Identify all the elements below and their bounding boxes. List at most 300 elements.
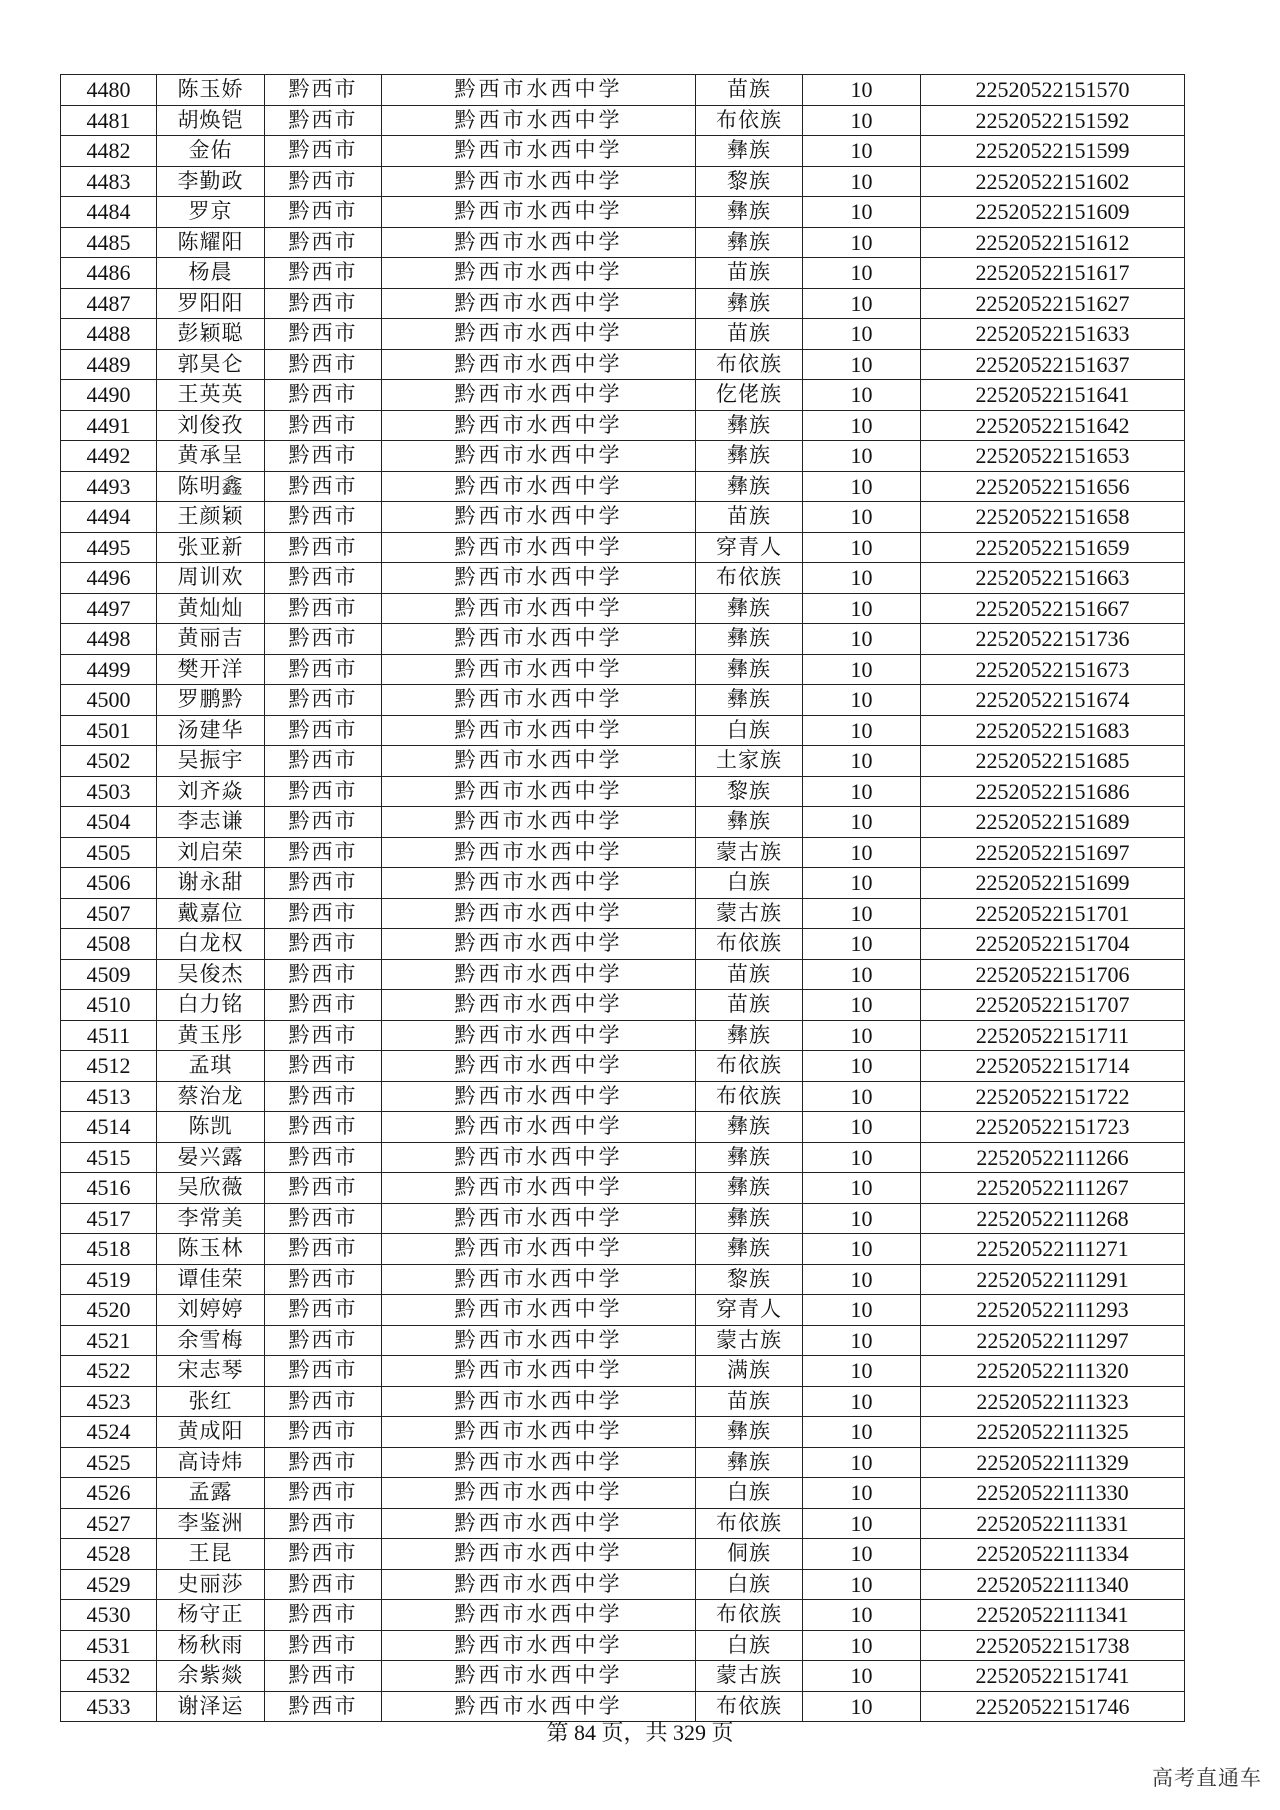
cell-name: 白龙权 — [157, 929, 265, 960]
table-row — [61, 319, 1185, 350]
table-row — [61, 1051, 1185, 1082]
cell-school: 黔西市水西中学 — [382, 1539, 696, 1570]
cell-seq: 4520 — [61, 1295, 157, 1326]
cell-school: 黔西市水西中学 — [382, 593, 696, 624]
cell-name: 罗鹏黔 — [157, 685, 265, 716]
cell-name: 黄成阳 — [157, 1417, 265, 1448]
cell-seq: 4500 — [61, 685, 157, 716]
table-row — [61, 1142, 1185, 1173]
cell-grade: 10 — [803, 197, 921, 228]
cell-grade: 10 — [803, 837, 921, 868]
cell-ethnicity: 彝族 — [696, 197, 803, 228]
cell-seq: 4505 — [61, 837, 157, 868]
cell-school: 黔西市水西中学 — [382, 1020, 696, 1051]
cell-grade: 10 — [803, 105, 921, 136]
cell-exam-id: 22520522151602 — [921, 166, 1185, 197]
cell-ethnicity: 土家族 — [696, 746, 803, 777]
cell-seq: 4486 — [61, 258, 157, 289]
cell-school: 黔西市水西中学 — [382, 380, 696, 411]
cell-exam-id: 22520522151667 — [921, 593, 1185, 624]
cell-name: 黄灿灿 — [157, 593, 265, 624]
cell-seq: 4529 — [61, 1569, 157, 1600]
cell-exam-id: 22520522151706 — [921, 959, 1185, 990]
cell-city: 黔西市 — [265, 685, 382, 716]
cell-seq: 4481 — [61, 105, 157, 136]
cell-school: 黔西市水西中学 — [382, 1630, 696, 1661]
cell-ethnicity: 彝族 — [696, 593, 803, 624]
cell-ethnicity: 白族 — [696, 868, 803, 899]
cell-grade: 10 — [803, 654, 921, 685]
cell-name: 樊开洋 — [157, 654, 265, 685]
cell-grade: 10 — [803, 1508, 921, 1539]
cell-exam-id: 22520522151570 — [921, 75, 1185, 106]
cell-name: 王英英 — [157, 380, 265, 411]
cell-grade: 10 — [803, 1142, 921, 1173]
cell-exam-id: 22520522151609 — [921, 197, 1185, 228]
cell-grade: 10 — [803, 410, 921, 441]
cell-city: 黔西市 — [265, 776, 382, 807]
cell-school: 黔西市水西中学 — [382, 105, 696, 136]
cell-exam-id: 22520522151642 — [921, 410, 1185, 441]
table-row — [61, 288, 1185, 319]
cell-city: 黔西市 — [265, 1264, 382, 1295]
cell-ethnicity: 仡佬族 — [696, 380, 803, 411]
cell-grade: 10 — [803, 227, 921, 258]
cell-ethnicity: 白族 — [696, 1478, 803, 1509]
cell-city: 黔西市 — [265, 1203, 382, 1234]
cell-school: 黔西市水西中学 — [382, 624, 696, 655]
cell-grade: 10 — [803, 441, 921, 472]
cell-name: 谭佳荣 — [157, 1264, 265, 1295]
cell-grade: 10 — [803, 593, 921, 624]
cell-grade: 10 — [803, 1691, 921, 1722]
cell-exam-id: 22520522151686 — [921, 776, 1185, 807]
cell-exam-id: 22520522111266 — [921, 1142, 1185, 1173]
cell-seq: 4519 — [61, 1264, 157, 1295]
cell-seq: 4513 — [61, 1081, 157, 1112]
table-row — [61, 1478, 1185, 1509]
cell-city: 黔西市 — [265, 929, 382, 960]
cell-grade: 10 — [803, 624, 921, 655]
cell-city: 黔西市 — [265, 288, 382, 319]
cell-seq: 4533 — [61, 1691, 157, 1722]
cell-exam-id: 22520522151736 — [921, 624, 1185, 655]
cell-grade: 10 — [803, 1569, 921, 1600]
cell-name: 杨守正 — [157, 1600, 265, 1631]
cell-city: 黔西市 — [265, 898, 382, 929]
cell-exam-id: 22520522151741 — [921, 1661, 1185, 1692]
cell-grade: 10 — [803, 685, 921, 716]
cell-school: 黔西市水西中学 — [382, 1417, 696, 1448]
cell-city: 黔西市 — [265, 746, 382, 777]
cell-school: 黔西市水西中学 — [382, 1325, 696, 1356]
cell-ethnicity: 彝族 — [696, 441, 803, 472]
cell-name: 陈凯 — [157, 1112, 265, 1143]
cell-ethnicity: 彝族 — [696, 1234, 803, 1265]
cell-name: 罗阳阳 — [157, 288, 265, 319]
cell-grade: 10 — [803, 1630, 921, 1661]
cell-name: 李志谦 — [157, 807, 265, 838]
cell-exam-id: 22520522111323 — [921, 1386, 1185, 1417]
cell-ethnicity: 布依族 — [696, 105, 803, 136]
cell-exam-id: 22520522111271 — [921, 1234, 1185, 1265]
cell-seq: 4509 — [61, 959, 157, 990]
cell-school: 黔西市水西中学 — [382, 166, 696, 197]
cell-school: 黔西市水西中学 — [382, 1447, 696, 1478]
cell-seq: 4496 — [61, 563, 157, 594]
cell-grade: 10 — [803, 502, 921, 533]
cell-grade: 10 — [803, 1356, 921, 1387]
cell-grade: 10 — [803, 746, 921, 777]
cell-exam-id: 22520522111330 — [921, 1478, 1185, 1509]
cell-school: 黔西市水西中学 — [382, 746, 696, 777]
cell-name: 张红 — [157, 1386, 265, 1417]
cell-seq: 4503 — [61, 776, 157, 807]
cell-seq: 4510 — [61, 990, 157, 1021]
cell-city: 黔西市 — [265, 837, 382, 868]
cell-ethnicity: 彝族 — [696, 1020, 803, 1051]
page-number: 第 84 页，共 329 页 — [546, 1720, 734, 1745]
table-row — [61, 105, 1185, 136]
table-row — [61, 1356, 1185, 1387]
cell-city: 黔西市 — [265, 227, 382, 258]
cell-school: 黔西市水西中学 — [382, 1173, 696, 1204]
cell-seq: 4480 — [61, 75, 157, 106]
cell-ethnicity: 彝族 — [696, 685, 803, 716]
cell-city: 黔西市 — [265, 75, 382, 106]
cell-exam-id: 22520522111341 — [921, 1600, 1185, 1631]
cell-school: 黔西市水西中学 — [382, 1142, 696, 1173]
cell-school: 黔西市水西中学 — [382, 1112, 696, 1143]
cell-grade: 10 — [803, 1447, 921, 1478]
cell-seq: 4522 — [61, 1356, 157, 1387]
table-row — [61, 654, 1185, 685]
cell-name: 刘俊孜 — [157, 410, 265, 441]
cell-grade: 10 — [803, 1173, 921, 1204]
cell-ethnicity: 蒙古族 — [696, 837, 803, 868]
table-row — [61, 624, 1185, 655]
cell-school: 黔西市水西中学 — [382, 1478, 696, 1509]
cell-city: 黔西市 — [265, 380, 382, 411]
cell-seq: 4526 — [61, 1478, 157, 1509]
cell-exam-id: 22520522151697 — [921, 837, 1185, 868]
cell-exam-id: 22520522111268 — [921, 1203, 1185, 1234]
cell-name: 汤建华 — [157, 715, 265, 746]
cell-city: 黔西市 — [265, 441, 382, 472]
cell-school: 黔西市水西中学 — [382, 685, 696, 716]
cell-grade: 10 — [803, 532, 921, 563]
cell-city: 黔西市 — [265, 807, 382, 838]
cell-grade: 10 — [803, 1020, 921, 1051]
cell-seq: 4507 — [61, 898, 157, 929]
cell-city: 黔西市 — [265, 1173, 382, 1204]
table-row — [61, 1264, 1185, 1295]
cell-name: 李鉴洲 — [157, 1508, 265, 1539]
cell-grade: 10 — [803, 75, 921, 106]
cell-grade: 10 — [803, 136, 921, 167]
cell-school: 黔西市水西中学 — [382, 1234, 696, 1265]
cell-exam-id: 22520522111291 — [921, 1264, 1185, 1295]
cell-ethnicity: 彝族 — [696, 1447, 803, 1478]
cell-ethnicity: 苗族 — [696, 990, 803, 1021]
cell-city: 黔西市 — [265, 1386, 382, 1417]
cell-ethnicity: 布依族 — [696, 1691, 803, 1722]
table-row — [61, 166, 1185, 197]
cell-grade: 10 — [803, 1081, 921, 1112]
cell-name: 戴嘉位 — [157, 898, 265, 929]
cell-grade: 10 — [803, 1112, 921, 1143]
cell-school: 黔西市水西中学 — [382, 807, 696, 838]
cell-grade: 10 — [803, 1264, 921, 1295]
table-row — [61, 1600, 1185, 1631]
cell-school: 黔西市水西中学 — [382, 654, 696, 685]
cell-city: 黔西市 — [265, 1569, 382, 1600]
cell-ethnicity: 布依族 — [696, 349, 803, 380]
cell-seq: 4532 — [61, 1661, 157, 1692]
cell-name: 吴欣薇 — [157, 1173, 265, 1204]
cell-city: 黔西市 — [265, 1447, 382, 1478]
cell-ethnicity: 苗族 — [696, 319, 803, 350]
cell-school: 黔西市水西中学 — [382, 471, 696, 502]
table-row — [61, 868, 1185, 899]
cell-name: 李勤政 — [157, 166, 265, 197]
cell-grade: 10 — [803, 807, 921, 838]
cell-grade: 10 — [803, 990, 921, 1021]
cell-school: 黔西市水西中学 — [382, 410, 696, 441]
cell-grade: 10 — [803, 1661, 921, 1692]
cell-grade: 10 — [803, 349, 921, 380]
cell-city: 黔西市 — [265, 1112, 382, 1143]
cell-exam-id: 22520522151656 — [921, 471, 1185, 502]
cell-ethnicity: 苗族 — [696, 75, 803, 106]
cell-grade: 10 — [803, 1386, 921, 1417]
cell-school: 黔西市水西中学 — [382, 837, 696, 868]
cell-seq: 4517 — [61, 1203, 157, 1234]
cell-name: 晏兴露 — [157, 1142, 265, 1173]
cell-seq: 4530 — [61, 1600, 157, 1631]
cell-seq: 4506 — [61, 868, 157, 899]
roster-table-container — [60, 74, 1184, 1722]
cell-name: 黄玉彤 — [157, 1020, 265, 1051]
cell-grade: 10 — [803, 1478, 921, 1509]
cell-ethnicity: 彝族 — [696, 136, 803, 167]
cell-seq: 4489 — [61, 349, 157, 380]
cell-name: 罗京 — [157, 197, 265, 228]
cell-city: 黔西市 — [265, 959, 382, 990]
cell-ethnicity: 彝族 — [696, 1417, 803, 1448]
cell-school: 黔西市水西中学 — [382, 898, 696, 929]
table-row — [61, 1661, 1185, 1692]
cell-city: 黔西市 — [265, 1325, 382, 1356]
cell-grade: 10 — [803, 1234, 921, 1265]
cell-name: 黄丽吉 — [157, 624, 265, 655]
cell-seq: 4516 — [61, 1173, 157, 1204]
cell-seq: 4504 — [61, 807, 157, 838]
table-row — [61, 1630, 1185, 1661]
cell-name: 谢永甜 — [157, 868, 265, 899]
cell-exam-id: 22520522111267 — [921, 1173, 1185, 1204]
cell-school: 黔西市水西中学 — [382, 1600, 696, 1631]
cell-city: 黔西市 — [265, 624, 382, 655]
cell-school: 黔西市水西中学 — [382, 532, 696, 563]
cell-seq: 4524 — [61, 1417, 157, 1448]
cell-ethnicity: 苗族 — [696, 1386, 803, 1417]
cell-ethnicity: 彝族 — [696, 471, 803, 502]
cell-school: 黔西市水西中学 — [382, 319, 696, 350]
cell-name: 陈耀阳 — [157, 227, 265, 258]
table-row — [61, 1234, 1185, 1265]
cell-city: 黔西市 — [265, 868, 382, 899]
cell-seq: 4488 — [61, 319, 157, 350]
cell-exam-id: 22520522151627 — [921, 288, 1185, 319]
cell-school: 黔西市水西中学 — [382, 136, 696, 167]
cell-city: 黔西市 — [265, 410, 382, 441]
cell-exam-id: 22520522151658 — [921, 502, 1185, 533]
cell-exam-id: 22520522151673 — [921, 654, 1185, 685]
cell-name: 金佑 — [157, 136, 265, 167]
cell-ethnicity: 布依族 — [696, 1081, 803, 1112]
cell-seq: 4490 — [61, 380, 157, 411]
cell-seq: 4491 — [61, 410, 157, 441]
cell-school: 黔西市水西中学 — [382, 227, 696, 258]
cell-seq: 4483 — [61, 166, 157, 197]
cell-city: 黔西市 — [265, 258, 382, 289]
cell-city: 黔西市 — [265, 471, 382, 502]
cell-exam-id: 22520522151722 — [921, 1081, 1185, 1112]
cell-ethnicity: 穿青人 — [696, 532, 803, 563]
cell-exam-id: 22520522111325 — [921, 1417, 1185, 1448]
cell-ethnicity: 布依族 — [696, 1508, 803, 1539]
cell-name: 陈明鑫 — [157, 471, 265, 502]
cell-ethnicity: 布依族 — [696, 929, 803, 960]
cell-ethnicity: 布依族 — [696, 1051, 803, 1082]
table-row — [61, 1447, 1185, 1478]
cell-grade: 10 — [803, 776, 921, 807]
table-row — [61, 959, 1185, 990]
cell-exam-id: 22520522111297 — [921, 1325, 1185, 1356]
table-row — [61, 1295, 1185, 1326]
cell-ethnicity: 苗族 — [696, 502, 803, 533]
cell-name: 胡焕铠 — [157, 105, 265, 136]
cell-name: 李常美 — [157, 1203, 265, 1234]
cell-seq: 4487 — [61, 288, 157, 319]
cell-ethnicity: 满族 — [696, 1356, 803, 1387]
cell-city: 黔西市 — [265, 105, 382, 136]
cell-exam-id: 22520522151641 — [921, 380, 1185, 411]
cell-grade: 10 — [803, 1600, 921, 1631]
cell-name: 张亚新 — [157, 532, 265, 563]
cell-grade: 10 — [803, 868, 921, 899]
cell-city: 黔西市 — [265, 1234, 382, 1265]
cell-city: 黔西市 — [265, 1020, 382, 1051]
cell-name: 杨秋雨 — [157, 1630, 265, 1661]
cell-city: 黔西市 — [265, 1508, 382, 1539]
cell-ethnicity: 彝族 — [696, 1173, 803, 1204]
cell-city: 黔西市 — [265, 1661, 382, 1692]
cell-ethnicity: 布依族 — [696, 1600, 803, 1631]
cell-name: 余紫燚 — [157, 1661, 265, 1692]
cell-seq: 4525 — [61, 1447, 157, 1478]
cell-seq: 4498 — [61, 624, 157, 655]
cell-city: 黔西市 — [265, 1600, 382, 1631]
cell-ethnicity: 黎族 — [696, 1264, 803, 1295]
cell-city: 黔西市 — [265, 1417, 382, 1448]
cell-ethnicity: 黎族 — [696, 776, 803, 807]
cell-ethnicity: 苗族 — [696, 959, 803, 990]
cell-exam-id: 22520522151704 — [921, 929, 1185, 960]
table-row — [61, 410, 1185, 441]
cell-name: 蔡治龙 — [157, 1081, 265, 1112]
cell-grade: 10 — [803, 1295, 921, 1326]
cell-city: 黔西市 — [265, 1081, 382, 1112]
cell-school: 黔西市水西中学 — [382, 715, 696, 746]
cell-school: 黔西市水西中学 — [382, 1508, 696, 1539]
cell-exam-id: 22520522151637 — [921, 349, 1185, 380]
cell-exam-id: 22520522151683 — [921, 715, 1185, 746]
table-row — [61, 715, 1185, 746]
cell-grade: 10 — [803, 380, 921, 411]
cell-exam-id: 22520522151599 — [921, 136, 1185, 167]
cell-seq: 4511 — [61, 1020, 157, 1051]
cell-exam-id: 22520522151689 — [921, 807, 1185, 838]
cell-city: 黔西市 — [265, 1142, 382, 1173]
table-row — [61, 197, 1185, 228]
table-row — [61, 776, 1185, 807]
cell-name: 宋志琴 — [157, 1356, 265, 1387]
cell-seq: 4494 — [61, 502, 157, 533]
table-row — [61, 685, 1185, 716]
cell-school: 黔西市水西中学 — [382, 1661, 696, 1692]
cell-school: 黔西市水西中学 — [382, 1691, 696, 1722]
cell-exam-id: 22520522151674 — [921, 685, 1185, 716]
table-row — [61, 990, 1185, 1021]
cell-ethnicity: 蒙古族 — [696, 1661, 803, 1692]
cell-exam-id: 22520522111329 — [921, 1447, 1185, 1478]
cell-school: 黔西市水西中学 — [382, 349, 696, 380]
cell-grade: 10 — [803, 1539, 921, 1570]
cell-grade: 10 — [803, 715, 921, 746]
cell-seq: 4521 — [61, 1325, 157, 1356]
cell-name: 郭昊仑 — [157, 349, 265, 380]
cell-seq: 4484 — [61, 197, 157, 228]
cell-school: 黔西市水西中学 — [382, 258, 696, 289]
table-row — [61, 1081, 1185, 1112]
table-row — [61, 1203, 1185, 1234]
cell-name: 吴俊杰 — [157, 959, 265, 990]
cell-ethnicity: 布依族 — [696, 563, 803, 594]
cell-school: 黔西市水西中学 — [382, 959, 696, 990]
cell-name: 刘启荣 — [157, 837, 265, 868]
cell-school: 黔西市水西中学 — [382, 1203, 696, 1234]
table-row — [61, 593, 1185, 624]
table-row — [61, 441, 1185, 472]
cell-city: 黔西市 — [265, 319, 382, 350]
cell-exam-id: 22520522151592 — [921, 105, 1185, 136]
table-row — [61, 502, 1185, 533]
cell-school: 黔西市水西中学 — [382, 563, 696, 594]
cell-grade: 10 — [803, 898, 921, 929]
cell-name: 高诗炜 — [157, 1447, 265, 1478]
roster-body — [61, 75, 1185, 1722]
cell-grade: 10 — [803, 1325, 921, 1356]
cell-school: 黔西市水西中学 — [382, 1356, 696, 1387]
cell-exam-id: 22520522111331 — [921, 1508, 1185, 1539]
cell-city: 黔西市 — [265, 715, 382, 746]
student-roster-table — [60, 74, 1185, 1722]
cell-ethnicity: 白族 — [696, 1569, 803, 1600]
cell-ethnicity: 侗族 — [696, 1539, 803, 1570]
cell-seq: 4493 — [61, 471, 157, 502]
